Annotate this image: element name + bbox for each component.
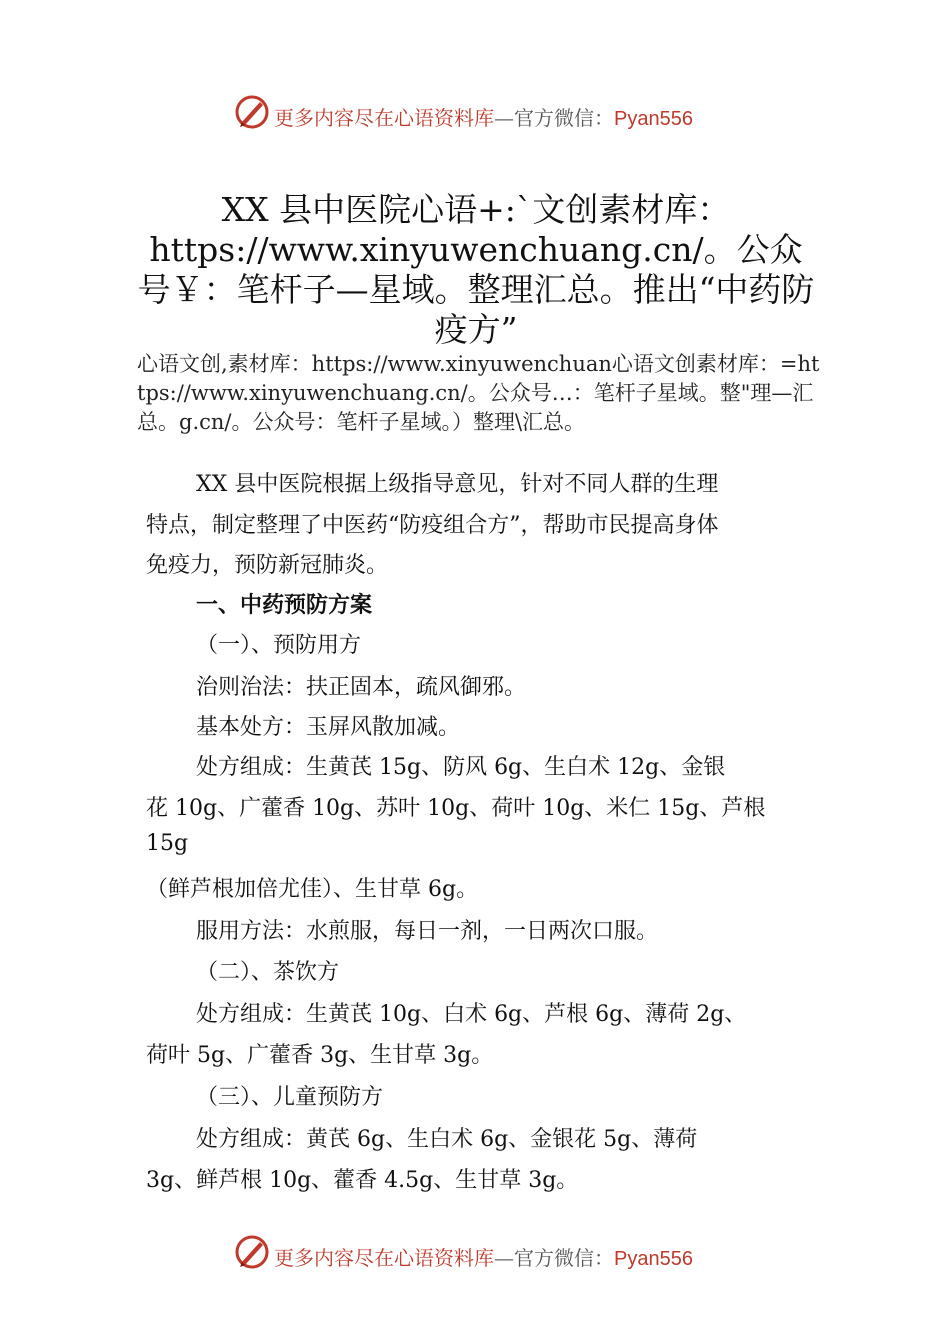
composition-1-line-1: 处方组成：生黄芪 15g、防风 6g、生白术 12g、金银 <box>196 755 726 780</box>
banner-dash: — <box>494 106 514 130</box>
composition-2-line-1: 处方组成：生黄芪 10g、白术 6g、芦根 6g、薄荷 2g、 <box>196 1002 747 1027</box>
banner-label: 官方微信： <box>514 1246 614 1270</box>
subsection-heading-3: （三）、儿童预防方 <box>196 1085 384 1110</box>
header-banner <box>0 92 950 136</box>
banner-account: Pyan556 <box>614 1248 693 1270</box>
intro-line-3: 免疫力，预防新冠肺炎。 <box>146 553 389 578</box>
pen-logo-icon <box>234 1234 270 1270</box>
banner-text <box>274 1242 693 1271</box>
banner-dash: — <box>494 1246 514 1270</box>
composition-3-line-1: 处方组成：黄芪 6g、生白术 6g、金银花 5g、薄荷 <box>196 1127 698 1152</box>
banner-account: Pyan556 <box>614 108 693 130</box>
document-title: XX 县中医院心语+:`文创素材库：https://www.xinyuwenchuang.cn/。公众号￥：笔杆子—星域。整理汇总。推出“中药防疫方” <box>137 190 815 349</box>
footer-banner <box>0 1232 950 1276</box>
pen-logo-icon <box>234 94 270 130</box>
composition-1-line-3: 15g <box>146 831 189 856</box>
composition-3-line-2: 3g、鲜芦根 10g、藿香 4.5g、生甘草 3g。 <box>146 1168 579 1193</box>
source-note: 心语文创,素材库：https://www.xinyuwenchuan心语文创素材库：=https://www.xinyuwenchuang.cn/。公众号…：笔杆子星域。整"理—汇总。g.cn/。公众号：笔杆子星域。）整理\汇总。 <box>137 352 820 434</box>
composition-1-line-4: （鲜芦根加倍尤佳）、生甘草 6g。 <box>146 877 479 902</box>
subsection-heading-2: （二）、茶饮方 <box>196 960 340 985</box>
intro-line-1: XX 县中医院根据上级指导意见，针对不同人群的生理 <box>196 472 719 497</box>
banner-label: 官方微信： <box>514 106 614 130</box>
section-heading: 一、中药预防方案 <box>196 593 373 618</box>
intro-line-2: 特点，制定整理了中医药“防疫组合方”，帮助市民提高身体 <box>146 513 719 538</box>
banner-promo: 更多内容尽在心语资料库 <box>274 106 494 130</box>
banner-text <box>274 102 693 131</box>
basic-prescription: 基本处方：玉屏风散加减。 <box>196 715 461 740</box>
usage-instructions: 服用方法：水煎服，每日一剂，一日两次口服。 <box>196 919 659 944</box>
subsection-heading-1: （一）、预防用方 <box>196 633 362 658</box>
banner-promo: 更多内容尽在心语资料库 <box>274 1246 494 1270</box>
composition-2-line-2: 荷叶 5g、广藿香 3g、生甘草 3g。 <box>146 1043 494 1068</box>
composition-1-line-2: 花 10g、广藿香 10g、苏叶 10g、荷叶 10g、米仁 15g、芦根 <box>146 796 766 821</box>
treatment-rule: 治则治法：扶正固本，疏风御邪。 <box>196 675 527 700</box>
